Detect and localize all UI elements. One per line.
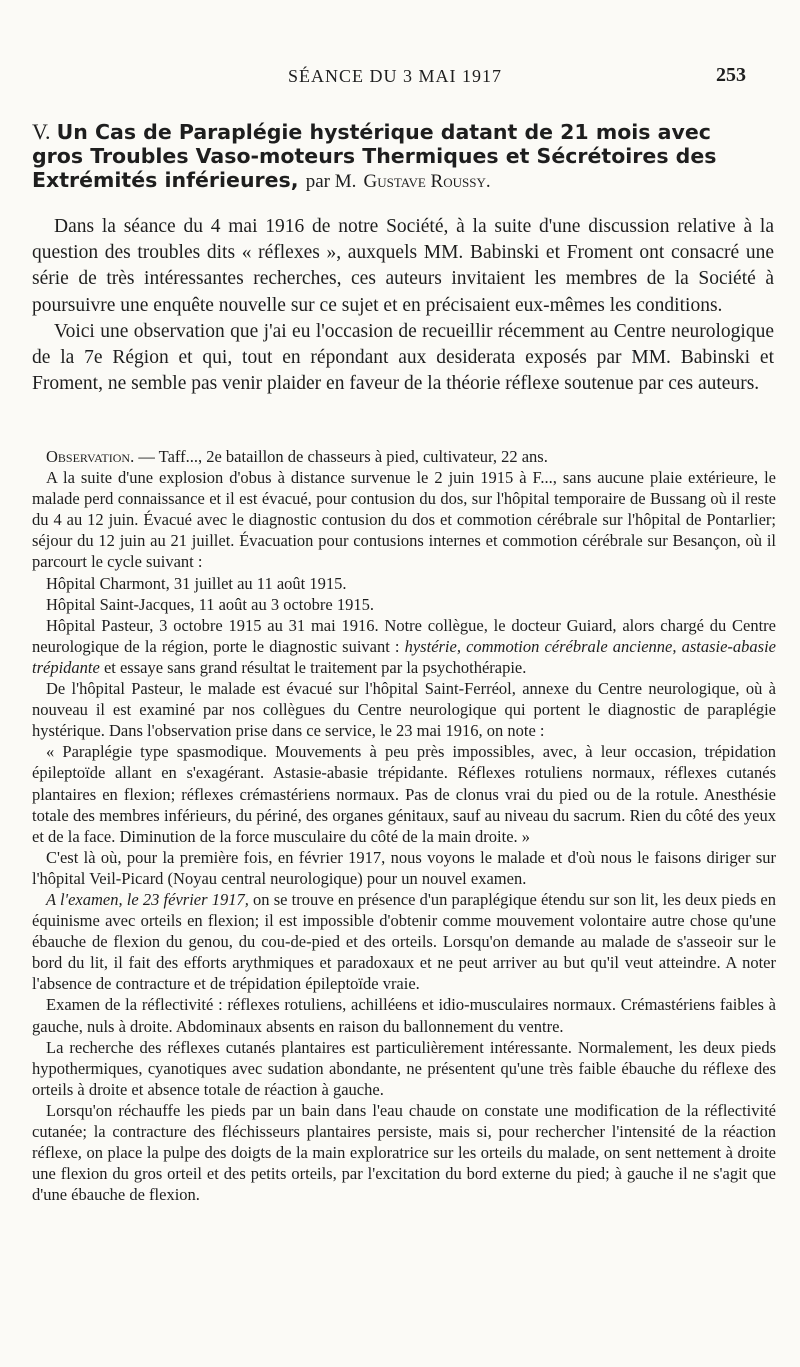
article-number: V. [32, 119, 51, 144]
observation-paragraph: C'est là où, pour la première fois, en février 1917, nous voyons le malade et d'où nous le faisons diriger sur l'hôpital Veil-Picard (Noyau central neurologique) pour un nouvel examen. [32, 847, 776, 888]
intro-paragraph: Voici une observation que j'ai eu l'occasion de recueillir récemment au Centre neurologique de la 7e Région et qui, tout en répondant aux desiderata exposés par MM. Babinski et Froment, ne semble pas venir plaider en faveur de la théorie réflexe soutenue par ces auteurs. [32, 320, 774, 395]
running-title: SÉANCE DU 3 MAI 1917 [288, 66, 503, 86]
exam-date: A l'examen, le 23 février 1917, [46, 889, 249, 909]
article-title-text: Un Cas de Paraplégie hystérique datant de 21 mois avec gros Troubles Vaso-moteurs Thermiques et Sécrétoires des Extrémités inférieures, [32, 120, 717, 192]
page-number: 253 [716, 64, 746, 86]
intro-paragraph: Dans la séance du 4 mai 1916 de notre Société, à la suite d'une discussion relative à la question des troubles dits « réflexes », auxquels MM. Babinski et Froment ont consacré une série de très intéressantes recherches, ces auteurs invitaient les membres de la Société à poursuivre une enquête nouvelle sur ce sujet et en précisaient eux-mêmes les conditions. [32, 216, 774, 316]
observation-lead: Observation. [46, 447, 135, 466]
observation-paragraph [32, 615, 776, 678]
observation-paragraph [32, 446, 776, 467]
observation-text: on se trouve en présence d'un paraplégique étendu sur son lit, les deux pieds en équinisme avec orteils en flexion; il est impossible d'obtenir comme mouvement volontaire autre chose qu'une ébauche de flexion du genou, du cou-de-pied et des orteils. Lorsqu'on demande au malade de s'asseoir sur le bord du lit, il fait des efforts arythmiques et paradoxaux et ne peut arriver au but qu'il veut atteindre. A noter l'absence de contracture et de trépidation épileptoïde vraie. [32, 889, 776, 994]
observation-section [32, 446, 776, 1205]
observation-paragraph: « Paraplégie type spasmodique. Mouvements à peu près impossibles, avec, à leur occasion, trépidation épileptoïde allant en s'exagérant. Astasie-abasie trépidante. Réflexes rotuliens normaux, réflexes cutanés plantaires en flexion; réflexes crémastériens normaux. Pas de clonus vrai du pied ou de la rotule. Anesthésie totale des membres inférieurs, du périné, des organes génitaux, sauf au niveau du sacrum. Rien du côté des yeux et de la face. Diminution de la force musculaire du côté de la main droite. » [32, 742, 776, 846]
observation-paragraph: Hôpital Saint-Jacques, 11 août au 3 octobre 1915. [46, 594, 374, 614]
observation-paragraph: Hôpital Charmont, 31 juillet au 11 août 1915. [46, 573, 347, 593]
author-name: Gustave Roussy. [363, 171, 491, 192]
article-title [32, 120, 762, 194]
observation-paragraph: Examen de la réflectivité : réflexes rotuliens, achilléens et idio-musculaires normaux. Crémastériens faibles à gauche, nuls à droite. Abdominaux absents en raison du ballonnement du ventre. [32, 995, 776, 1036]
observation-paragraph: Lorsqu'on réchauffe les pieds par un bain dans l'eau chaude on constate une modification de la réflectivité cutanée; la contracture des fléchisseurs plantaires persiste, mais si, pour rechercher l'intensité de la réaction réflexe, on place la pulpe des doigts de la main exploratrice sur les orteils du malade, on sent nettement à droite une flexion du gros orteil et des petits orteils, par l'excitation du bord externe du pied; à gauche il ne s'agit que d'une ébauche de flexion. [32, 1100, 776, 1205]
diagnosis-text: hystérie, commotion cérébrale ancienne, astasie-abasie trépidante [32, 636, 776, 677]
introduction [32, 214, 774, 397]
observation-text: Hôpital Pasteur, 3 octobre 1915 au 31 mai 1916. Notre collègue, le docteur Guiard, alors chargé du Centre neurologique de la région, porte le diagnostic suivant : [32, 615, 776, 656]
running-header [0, 62, 800, 92]
author-prefix: par M. [305, 171, 357, 192]
observation-patient: — Taff..., 2e bataillon de chasseurs à pied, cultivateur, 22 ans. [138, 447, 548, 466]
observation-paragraph [32, 889, 776, 994]
observation-text: et essaye sans grand résultat le traitement par la psychothérapie. [103, 657, 527, 677]
observation-paragraph: La recherche des réflexes cutanés plantaires est particulièrement intéressante. Normalement, les deux pieds hypothermiques, cyanotiques avec sudation abondante, ne présentent qu'une très faible ébauche du réflexe des orteils à droite et absence totale de réaction à gauche. [32, 1037, 776, 1099]
observation-paragraph: De l'hôpital Pasteur, le malade est évacué sur l'hôpital Saint-Ferréol, annexe du Centre neurologique, où à nouveau il est examiné par nos collègues du Centre neurologique qui portent le diagnostic de paraplégie hystérique. Dans l'observation prise dans ce service, le 23 mai 1916, on note : [32, 679, 776, 741]
observation-paragraph: A la suite d'une explosion d'obus à distance survenue le 2 juin 1915 à F..., sans aucune plaie extérieure, le malade perd connaissance et il est évacué, pour contusion du dos, sur l'hôpital temporaire de Bussang où il reste du 4 au 12 juin. Évacué avec le diagnostic contusion du dos et commotion cérébrale sur l'hôpital de Pontarlier; séjour du 12 juin au 21 juillet. Évacuation pour contusions internes et commotion cérébrale sur Besançon, où il parcourt le cycle suivant : [32, 468, 776, 572]
